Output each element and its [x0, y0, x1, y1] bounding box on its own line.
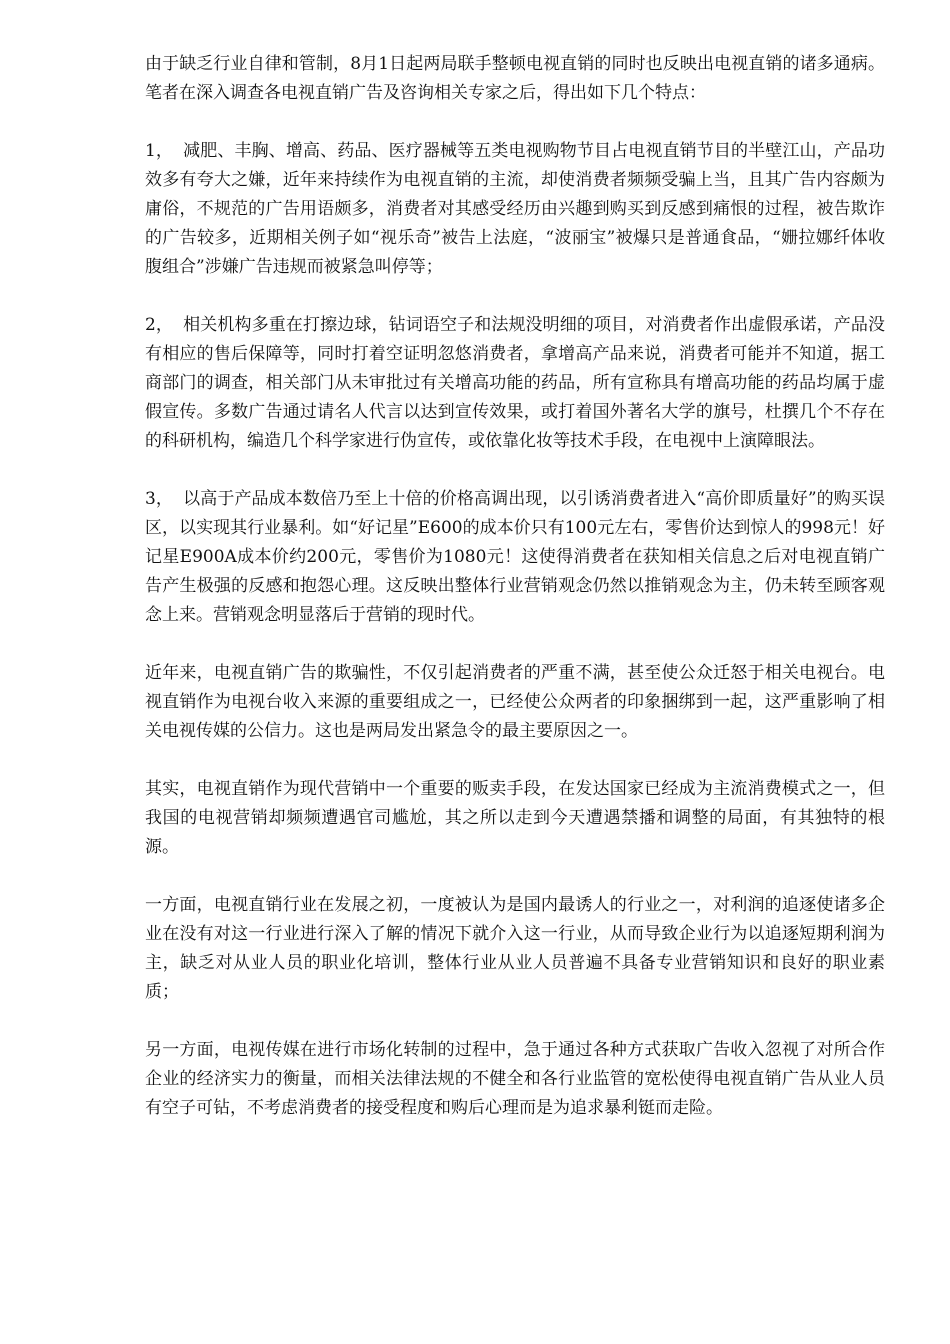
list-item-number: 1，	[145, 141, 173, 161]
body-paragraph: 其实，电视直销作为现代营销中一个重要的贩卖手段，在发达国家已经成为主流消费模式之一，但我国的电视营销却频频遭遇官司尴尬，其之所以走到今天遭遇禁播和调整的局面，有其独特的根源。	[145, 779, 885, 857]
list-item-text: 以高于产品成本数倍乃至上十倍的价格高调出现，以引诱消费者进入“高价即质量好”的购买误区，以实现其行业暴利。如“好记星”E600的成本价只有100元左右，零售价达到惊人的998元！好记星E900A成本价约200元，零售价为1080元！这使得消费者在获知相关信息之后对电视直销广告产生极强的反感和抱怨心理。这反映出整体行业营销观念仍然以推销观念为主，仍未转至顾客观念上来。营销观念明显落后于营销的现时代。	[145, 489, 885, 625]
list-item-2	[145, 311, 885, 456]
list-item-text: 减肥、丰胸、增高、药品、医疗器械等五类电视购物节目占电视直销节目的半壁江山，产品功效多有夸大之嫌，近年来持续作为电视直销的主流，却使消费者频频受骗上当，且其广告内容颇为庸俗，不规范的广告用语颇多，消费者对其感受经历由兴趣到购买到反感到痛恨的过程，被告欺诈的广告较多，近期相关例子如“视乐奇”被告上法庭，“波丽宝”被爆只是普通食品，“姗拉娜纤体收腹组合”涉嫌广告违规而被紧急叫停等；	[145, 141, 885, 277]
body-paragraph: 一方面，电视直销行业在发展之初，一度被认为是国内最诱人的行业之一，对利润的追逐使诸多企业在没有对这一行业进行深入了解的情况下就介入这一行业，从而导致企业行为以追逐短期利润为主，缺乏对从业人员的职业化培训，整体行业从业人员普遍不具备专业营销知识和良好的职业素质；	[145, 895, 885, 1002]
body-paragraph: 近年来，电视直销广告的欺骗性，不仅引起消费者的严重不满，甚至使公众迁怒于相关电视台。电视直销作为电视台收入来源的重要组成之一，已经使公众两者的印象捆绑到一起，这严重影响了相关电视传媒的公信力。这也是两局发出紧急令的最主要原因之一。	[145, 663, 885, 741]
list-item-text: 相关机构多重在打擦边球，钻词语空子和法规没明细的项目，对消费者作出虚假承诺，产品没有相应的售后保障等，同时打着空证明忽悠消费者，拿增高产品来说，消费者可能并不知道，据工商部门的调查，相关部门从未审批过有关增高功能的药品，所有宣称具有增高功能的药品均属于虚假宣传。多数广告通过请名人代言以达到宣传效果，或打着国外著名大学的旗号，杜撰几个不存在的科研机构，编造几个科学家进行伪宣传，或依靠化妆等技术手段，在电视中上演障眼法。	[145, 315, 885, 451]
intro-paragraph: 由于缺乏行业自律和管制，8月1日起两局联手整顿电视直销的同时也反映出电视直销的诸多通病。笔者在深入调查各电视直销广告及咨询相关专家之后，得出如下几个特点：	[145, 54, 885, 103]
body-paragraph: 另一方面，电视传媒在进行市场化转制的过程中，急于通过各种方式获取广告收入忽视了对所合作企业的经济实力的衡量，而相关法律法规的不健全和各行业监管的宽松使得电视直销广告从业人员有空子可钻，不考虑消费者的接受程度和购后心理而是为追求暴利铤而走险。	[145, 1040, 885, 1118]
list-item-3	[145, 485, 885, 630]
list-item-number: 2，	[145, 315, 173, 335]
document-body	[145, 50, 885, 1152]
list-item-number: 3，	[145, 489, 173, 509]
list-item-1	[145, 137, 885, 282]
